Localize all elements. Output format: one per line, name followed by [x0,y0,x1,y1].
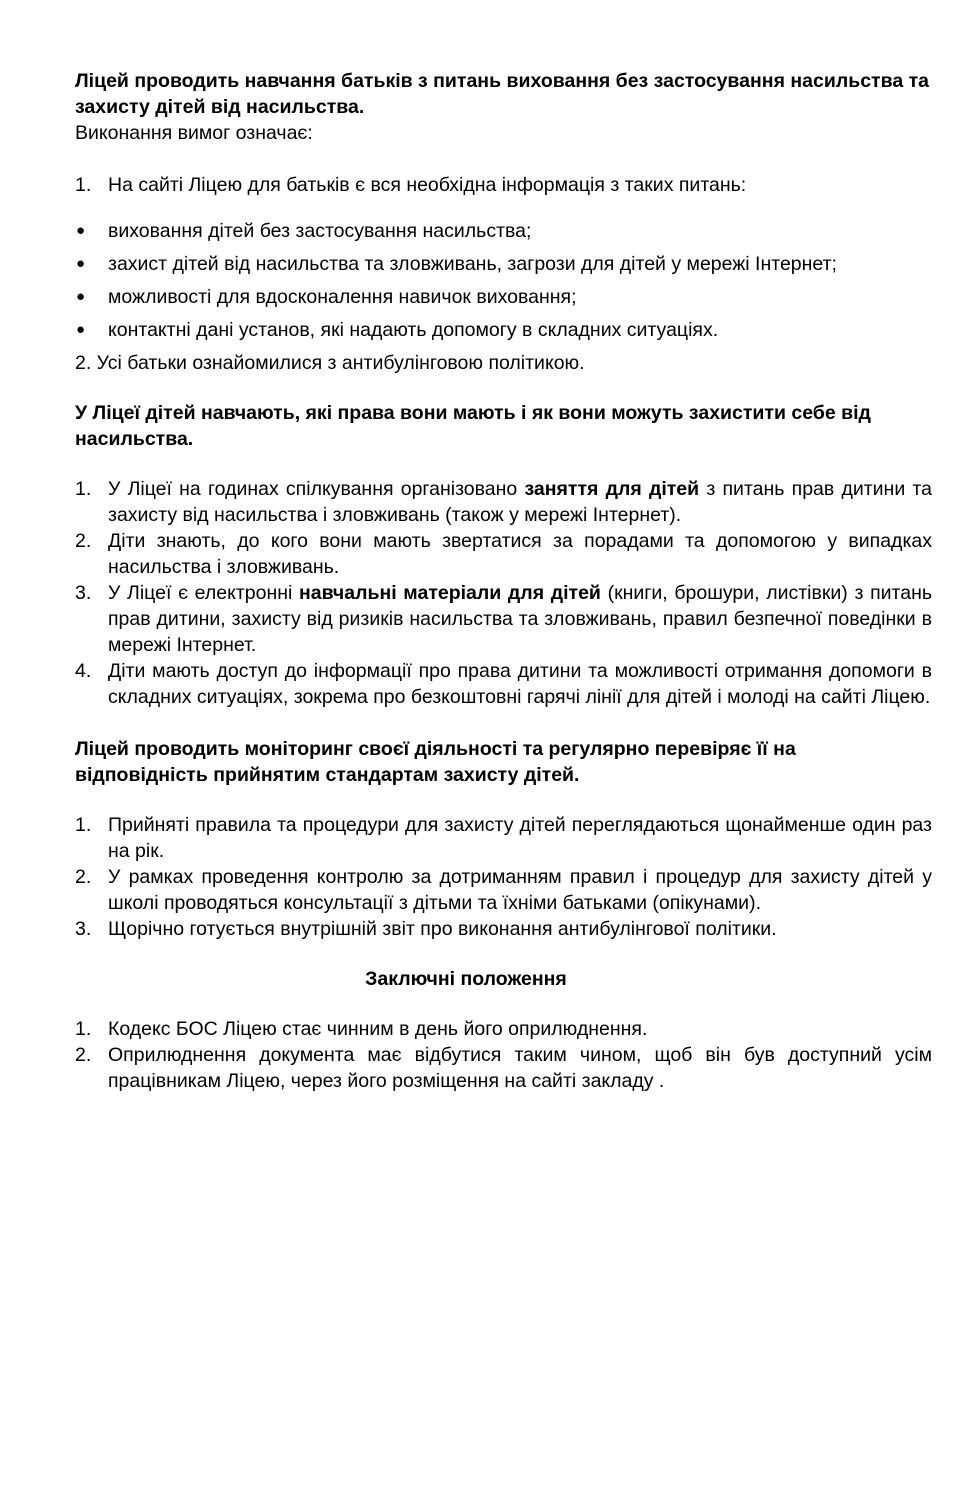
monitoring-list [75,812,932,942]
antibullying-policy-item: 2. Усі батьки ознайомилися з антибулінговою політикою. [75,352,585,374]
item-text: На сайті Ліцею для батьків є вся необхідна інформація з таких питань: [108,174,747,196]
list-item: 3. Щорічно готується внутрішній звіт про виконання антибулінгової політики. [75,918,777,940]
bullet-item: ● захист дітей від насильства та зловживань, загрози для дітей у мережі Інтернет; [76,253,837,275]
list-item: 2. У рамках проведення контролю за дотриманням правил і процедур для захисту дітей у школі проводяться консультації з дітьми та їхніми батьками (опікунами). [75,866,932,914]
list-item: 2. Діти знають, до кого вони мають звертатися за порадами та допомогою у випадках насильства і зловживань. [75,530,932,578]
bullet-icon: ● [76,321,86,338]
list-item [75,172,932,198]
bullet-icon: ● [76,222,86,239]
section-heading-parents-education: Ліцей проводить навчання батьків з питань виховання без застосування насильства та захисту дітей від насильства. [75,70,929,118]
final-provisions-list [75,1016,932,1094]
section-heading-children-rights: У Ліцеї дітей навчають, які права вони мають і як вони можуть захистити себе від насильства. [75,402,871,450]
children-rights-list [75,476,932,710]
list-item: 2. Оприлюднення документа має відбутися таким чином, щоб він був доступний усім працівникам Ліцею, через його розміщення на сайті закладу . [75,1044,932,1092]
section-heading-final-provisions: Заключні положення [365,968,567,990]
bullet-item: ● контактні дані установ, які надають допомогу в складних ситуаціях. [76,319,719,341]
list-item: 1. У Ліцеї на годинах спілкування організовано заняття для дітей з питань прав дитини та захисту від насильства і зловживань (також у мережі Інтернет). [75,478,932,526]
bullet-icon: ● [76,288,86,305]
list-item: 1. Прийняті правила та процедури для захисту дітей переглядаються щонайменше один раз на рік. [75,814,932,862]
section-heading-monitoring: Ліцей проводить моніторинг своєї діяльності та регулярно перевіряє її на відповідність прийнятим стандартам захисту дітей. [75,738,796,786]
bullet-item: ● виховання дітей без застосування насильства; [76,220,532,242]
bullet-icon: ● [76,255,86,272]
list-item: 4. Діти мають доступ до інформації про права дитини та можливості отримання допомоги в складних ситуаціях, зокрема про безкоштовні гарячі лінії для дітей і молоді на сайті Ліцею. [75,660,932,708]
topics-bullet-list [75,218,932,343]
list-item: 3. У Ліцеї є електронні навчальні матеріали для дітей (книги, брошури, листівки) з питань прав дитини, захисту від ризиків насильства та зловживань, правил безпечної поведінки в мережі Інтернет. [75,582,933,656]
bullet-item: ● можливості для вдосконалення навичок виховання; [76,286,577,308]
list-item: 1. Кодекс БОС Ліцею стає чинним в день його оприлюднення. [75,1018,648,1040]
item-number: 1. [75,174,92,196]
requirements-intro: Виконання вимог означає: [75,122,313,144]
parents-info-list [75,172,932,198]
